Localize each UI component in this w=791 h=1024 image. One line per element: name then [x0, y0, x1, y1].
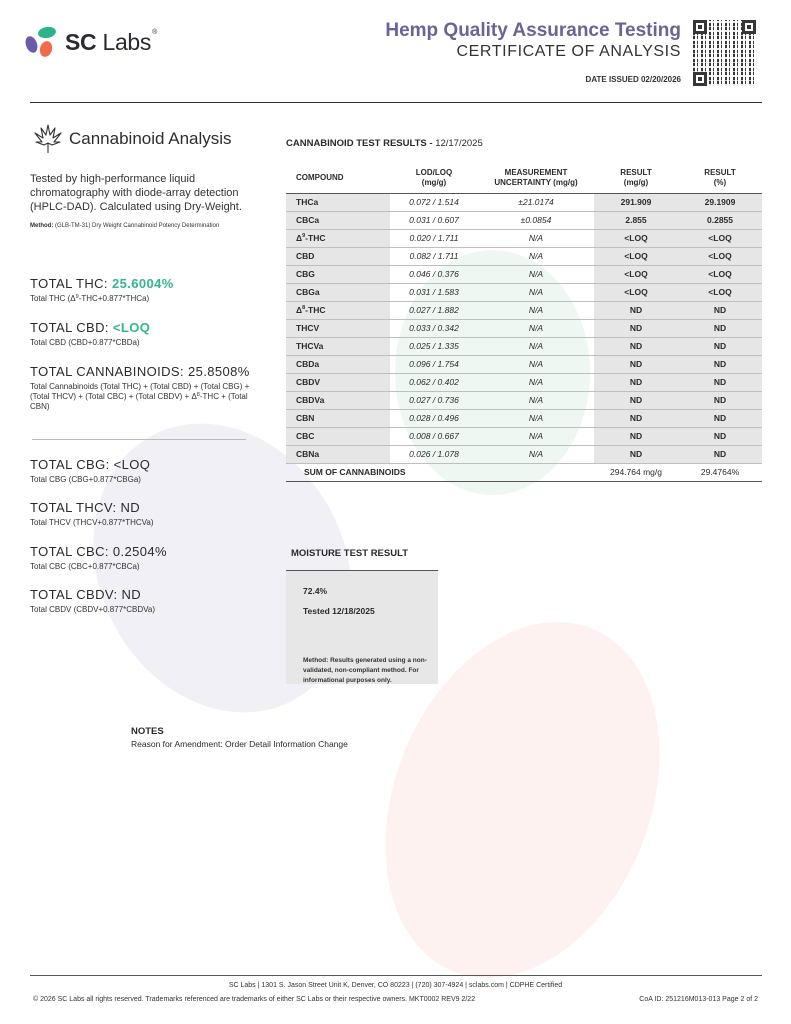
- cell-uncertainty: ±21.0174: [478, 193, 594, 211]
- section-title: Cannabinoid Analysis: [69, 129, 232, 148]
- document-title: Hemp Quality Assurance Testing: [385, 20, 681, 41]
- cell-uncertainty: N/A: [478, 409, 594, 427]
- cell-compound: CBCa: [286, 211, 390, 229]
- table-row: [286, 283, 762, 301]
- moisture-box: [286, 570, 438, 684]
- cell-result-pct: ND: [678, 445, 762, 463]
- total-thcv: TOTAL THCV: ND Total THCV (THCV+0.877*THCVa): [30, 500, 154, 527]
- col-result-mg: RESULT (mg/g): [594, 163, 678, 193]
- cell-compound: CBDa: [286, 355, 390, 373]
- table-row: [286, 409, 762, 427]
- cell-compound: CBG: [286, 265, 390, 283]
- cell-result-mg: ND: [594, 427, 678, 445]
- cell-compound: CBC: [286, 427, 390, 445]
- cell-lodloq: 0.026 / 1.078: [390, 445, 478, 463]
- method-description: Tested by high-performance liquid chromatography with diode-array detection (HPLC-DAD). Calculated using Dry-Weight.: [30, 173, 242, 213]
- cell-result-pct: ND: [678, 355, 762, 373]
- total-thc: TOTAL THC: 25.6004% Total THC $(\Delta^9-THC+0.877*THCa)$: [30, 276, 174, 303]
- cell-result-mg: ND: [594, 373, 678, 391]
- cell-result-mg: ND: [594, 445, 678, 463]
- total-thc-value: 25.6004%: [111, 276, 174, 291]
- sum-row: [286, 463, 762, 481]
- cell-result-pct: ND: [678, 391, 762, 409]
- sum-mg: 294.764 mg/g: [594, 463, 678, 481]
- cell-uncertainty: N/A: [478, 337, 594, 355]
- notes-title: NOTES: [131, 726, 164, 737]
- results-table: [286, 163, 762, 482]
- cell-result-pct: <LOQ: [678, 283, 762, 301]
- cell-result-mg: ND: [594, 319, 678, 337]
- moisture-title: MOISTURE TEST RESULT: [291, 548, 408, 559]
- cell-lodloq: 0.027 / 0.736: [390, 391, 478, 409]
- sc-labs-logo: [26, 26, 157, 58]
- cell-result-pct: <LOQ: [678, 229, 762, 247]
- col-lodloq: LOD/LOQ (mg/g): [390, 163, 478, 193]
- cell-result-pct: 29.1909: [678, 193, 762, 211]
- table-row: [286, 391, 762, 409]
- results-title: CANNABINOID TEST RESULTS - 12/17/2025: [286, 138, 483, 149]
- section-header: [33, 123, 232, 155]
- cell-lodloq: 0.082 / 1.711: [390, 247, 478, 265]
- cell-result-mg: ND: [594, 391, 678, 409]
- cell-lodloq: 0.008 / 0.667: [390, 427, 478, 445]
- footer-coa-id: CoA ID: 251216M013-013 Page 2 of 2: [639, 996, 758, 1003]
- table-row: [286, 445, 762, 463]
- cell-result-mg: ND: [594, 409, 678, 427]
- table-row: [286, 229, 762, 247]
- cell-result-pct: 0.2855: [678, 211, 762, 229]
- cell-lodloq: 0.046 / 0.376: [390, 265, 478, 283]
- cell-result-pct: <LOQ: [678, 265, 762, 283]
- cell-lodloq: 0.020 / 1.711: [390, 229, 478, 247]
- cell-result-mg: 2.855: [594, 211, 678, 229]
- col-uncertainty: MEASUREMENT UNCERTAINTY (mg/g): [478, 163, 594, 193]
- col-compound: COMPOUND: [286, 163, 390, 193]
- cell-result-pct: ND: [678, 319, 762, 337]
- footer-divider: [30, 975, 762, 976]
- sum-label: SUM OF CANNABINOIDS: [286, 463, 594, 481]
- cell-result-pct: ND: [678, 427, 762, 445]
- cell-lodloq: 0.096 / 1.754: [390, 355, 478, 373]
- cell-lodloq: 0.025 / 1.335: [390, 337, 478, 355]
- moisture-value: 72.4%: [303, 586, 328, 596]
- cell-uncertainty: ±0.0854: [478, 211, 594, 229]
- cell-uncertainty: N/A: [478, 391, 594, 409]
- cell-uncertainty: N/A: [478, 355, 594, 373]
- cell-lodloq: 0.028 / 0.496: [390, 409, 478, 427]
- moisture-method: Method: Results generated using a non-validated, non-compliant method. For informational purposes only.: [303, 657, 427, 684]
- total-cbc: TOTAL CBC: 0.2504% Total CBC (CBC+0.877*CBCa): [30, 544, 168, 571]
- cell-uncertainty: N/A: [478, 427, 594, 445]
- logo-mark-icon: [26, 26, 60, 58]
- cell-lodloq: 0.031 / 0.607: [390, 211, 478, 229]
- cell-result-pct: ND: [678, 409, 762, 427]
- cell-uncertainty: N/A: [478, 247, 594, 265]
- cell-lodloq: 0.033 / 0.342: [390, 319, 478, 337]
- cell-uncertainty: N/A: [478, 265, 594, 283]
- table-row: [286, 319, 762, 337]
- date-issued: DATE ISSUED 02/20/2026: [585, 75, 681, 84]
- table-row: [286, 247, 762, 265]
- header-divider: [30, 102, 762, 103]
- cell-compound: CBDV: [286, 373, 390, 391]
- total-cbg: TOTAL CBG: <LOQ Total CBG (CBG+0.877*CBGa): [30, 457, 151, 484]
- table-row: [286, 301, 762, 319]
- method-note: Method: (GLB-TM-31) Dry Weight Cannabinoid Potency Determination: [30, 223, 220, 229]
- cell-compound: THCVa: [286, 337, 390, 355]
- cell-uncertainty: N/A: [478, 445, 594, 463]
- cell-result-mg: <LOQ: [594, 229, 678, 247]
- cell-uncertainty: N/A: [478, 229, 594, 247]
- cell-result-mg: <LOQ: [594, 283, 678, 301]
- cell-result-mg: 291.909: [594, 193, 678, 211]
- cell-compound: CBDVa: [286, 391, 390, 409]
- cell-uncertainty: N/A: [478, 373, 594, 391]
- total-cbdv: TOTAL CBDV: ND Total CBDV (CBDV+0.877*CBDVa): [30, 587, 156, 614]
- table-row: [286, 211, 762, 229]
- cell-result-mg: ND: [594, 301, 678, 319]
- cell-result-pct: ND: [678, 301, 762, 319]
- table-row: [286, 373, 762, 391]
- logo-wordmark: SC Labs®: [65, 28, 157, 55]
- cell-uncertainty: N/A: [478, 301, 594, 319]
- notes-text: Reason for Amendment: Order Detail Information Change: [131, 739, 348, 749]
- footer-address: SC Labs | 1301 S. Jason Street Unit K, Denver, CO 80223 | (720) 307-4924 | sclabs.com | CDPHE Certified: [228, 982, 563, 989]
- total-cannabinoids: TOTAL CANNABINOIDS: 25.8508% Total Cannabinoids (Total THC) + (Total CBD) + (Total CBG) + (Total THCV) + (Total CBC) + (Total CBDV) + $\Delta^8$-THC + (Total CBN): [30, 364, 250, 411]
- col-result-pct: RESULT (%): [678, 163, 762, 193]
- cell-result-mg: ND: [594, 355, 678, 373]
- footer-copyright: © 2026 SC Labs all rights reserved. Trademarks referenced are trademarks of either SC Labs or their respective owners. MKT0002 REV9 2/22: [33, 996, 476, 1003]
- cell-compound: THCV: [286, 319, 390, 337]
- cell-result-mg: ND: [594, 337, 678, 355]
- cell-result-pct: ND: [678, 337, 762, 355]
- cell-result-pct: <LOQ: [678, 247, 762, 265]
- cell-compound: CBD: [286, 247, 390, 265]
- cell-lodloq: 0.062 / 0.402: [390, 373, 478, 391]
- qr-code-icon[interactable]: [693, 20, 756, 86]
- total-cbd-value: <LOQ: [112, 320, 151, 335]
- cell-compound: THCa: [286, 193, 390, 211]
- cannabis-leaf-icon: [33, 123, 63, 155]
- table-row: [286, 337, 762, 355]
- cell-result-mg: <LOQ: [594, 265, 678, 283]
- table-row: [286, 265, 762, 283]
- table-row: [286, 427, 762, 445]
- cell-lodloq: 0.027 / 1.882: [390, 301, 478, 319]
- cell-compound: $\Delta^9$-THC: [286, 229, 390, 247]
- cell-compound: CBNa: [286, 445, 390, 463]
- cell-compound: $\Delta^8$-THC: [286, 301, 390, 319]
- table-header-row: [286, 163, 762, 193]
- cell-result-pct: ND: [678, 373, 762, 391]
- moisture-tested-date: Tested 12/18/2025: [303, 606, 375, 616]
- cell-uncertainty: N/A: [478, 283, 594, 301]
- table-row: [286, 355, 762, 373]
- cell-lodloq: 0.031 / 1.583: [390, 283, 478, 301]
- table-row: [286, 193, 762, 211]
- left-divider: [32, 439, 246, 440]
- cell-uncertainty: N/A: [478, 319, 594, 337]
- cell-result-mg: <LOQ: [594, 247, 678, 265]
- cell-compound: CBGa: [286, 283, 390, 301]
- cell-lodloq: 0.072 / 1.514: [390, 193, 478, 211]
- cell-compound: CBN: [286, 409, 390, 427]
- document-subtitle: CERTIFICATE OF ANALYSIS: [456, 43, 681, 60]
- total-cbd: TOTAL CBD: <LOQ Total CBD (CBD+0.877*CBDa): [30, 320, 151, 347]
- sum-pct: 29.4764%: [678, 463, 762, 481]
